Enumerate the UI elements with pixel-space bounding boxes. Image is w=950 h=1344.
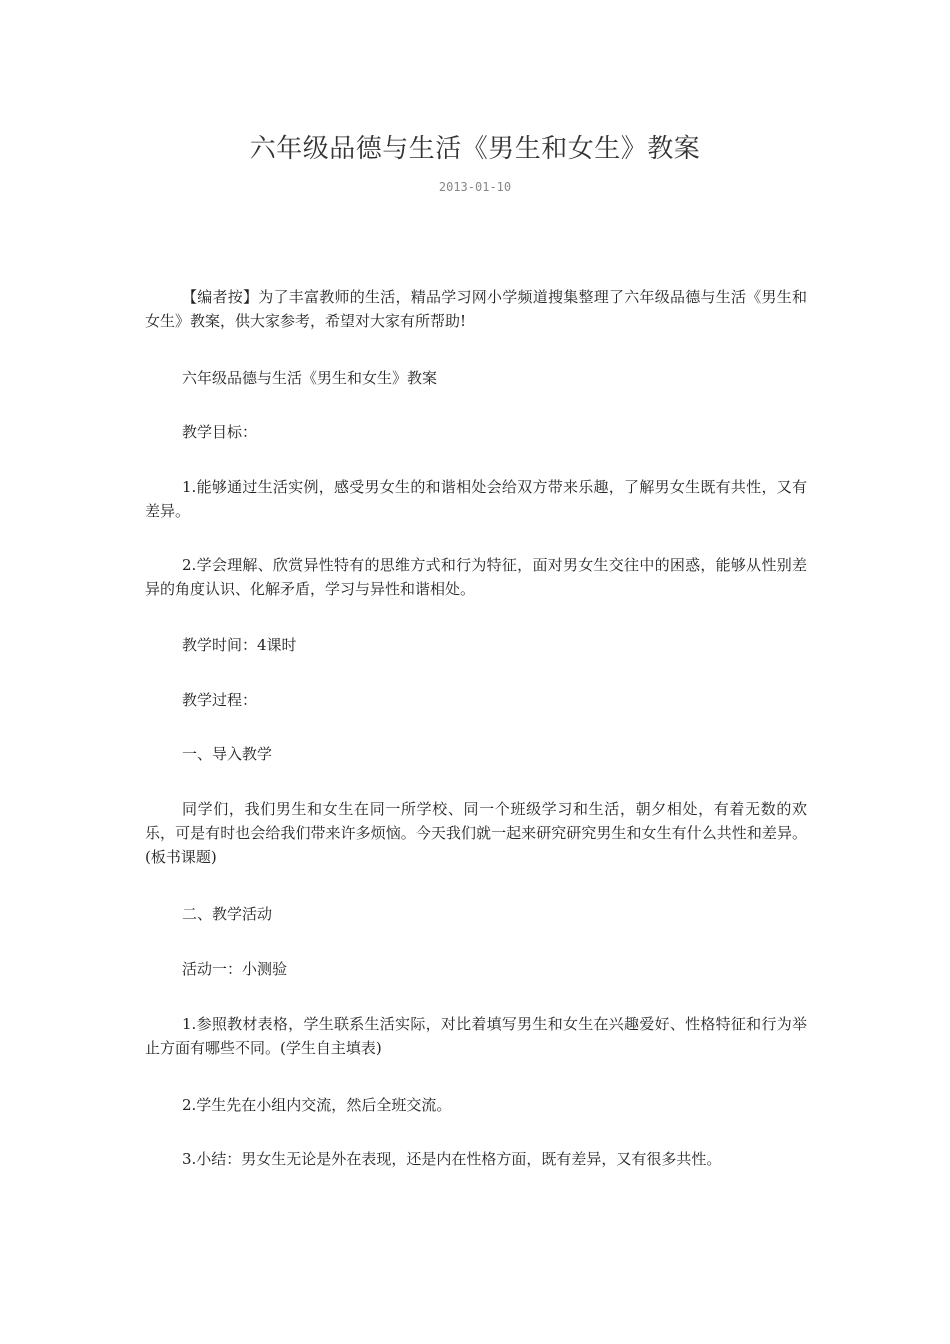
objective-item-1: 1.能够通过生活实例，感受男女生的和谐相处会给双方带来乐趣，了解男女生既有共性，又有差异。 [145, 478, 807, 520]
section-heading-process: 教学过程： [182, 691, 258, 709]
section-heading-introduction: 一、导入教学 [182, 745, 273, 763]
objective-item-2: 2.学会理解、欣赏异性特有的思维方式和行为特征，面对男女生交往中的困惑，能够从性别差异的角度认识、化解矛盾，学习与异性和谐相处。 [145, 556, 807, 598]
activity-step-1: 1.参照教材表格，学生联系生活实际，对比着填写男生和女生在兴趣爱好、性格特征和行为举止方面有哪些不同。(学生自主填表) [145, 1015, 807, 1057]
lesson-heading: 六年级品德与生活《男生和女生》教案 [182, 369, 438, 387]
section-heading-activities: 二、教学活动 [182, 905, 273, 923]
publish-date: 2013-01-10 [438, 180, 512, 194]
activity-one-heading: 活动一：小测验 [182, 960, 288, 978]
introduction-paragraph: 同学们，我们男生和女生在同一所学校、同一个班级学习和生活，朝夕相处，有着无数的欢乐，可是有时也会给我们带来许多烦恼。今天我们就一起来研究研究男生和女生有什么共性和差异。(板书课题) [145, 800, 807, 866]
document-title: 六年级品德与生活《男生和女生》教案 [249, 134, 701, 164]
editor-note-paragraph: 【编者按】为了丰富教师的生活，精品学习网小学频道搜集整理了六年级品德与生活《男生和女生》教案，供大家参考，希望对大家有所帮助! [145, 288, 807, 330]
section-heading-objectives: 教学目标： [182, 423, 258, 441]
activity-step-3: 3.小结：男女生无论是外在表现，还是内在性格方面，既有差异，又有很多共性。 [182, 1150, 722, 1168]
teaching-time: 教学时间：4课时 [182, 636, 297, 654]
activity-step-2: 2.学生先在小组内交流，然后全班交流。 [182, 1096, 452, 1114]
